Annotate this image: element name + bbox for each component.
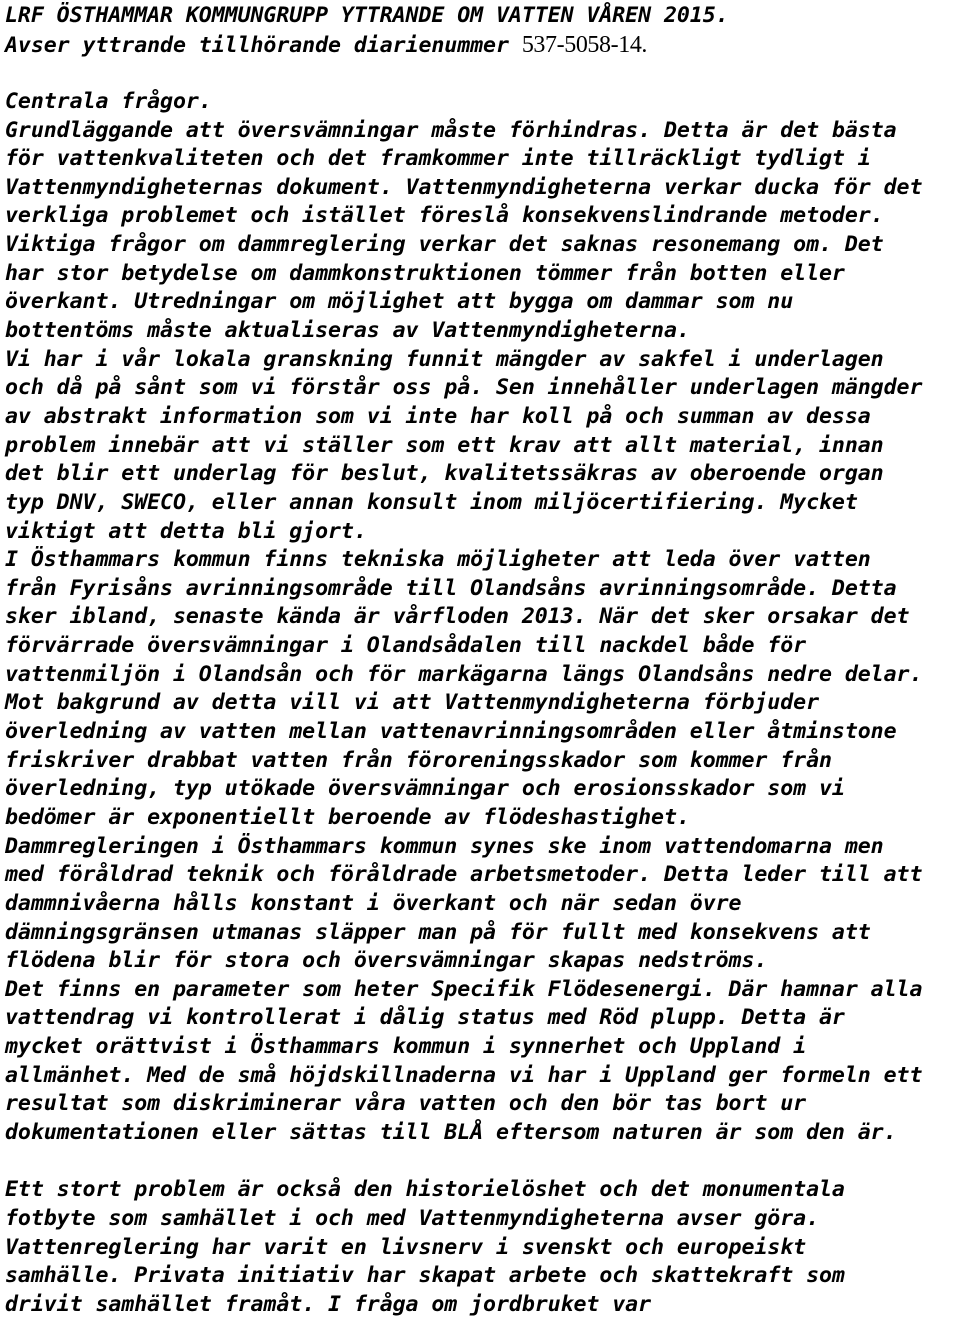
- spacer: [5, 1148, 957, 1177]
- text-line: Dammregleringen i Östhammars kommun synes ske inom vattendomarna men: [5, 833, 884, 859]
- text-line: samhälle. Privata initiativ har skapat arbete och skattekraft som: [5, 1263, 845, 1289]
- text-line: allmänhet. Med de små höjdskillnaderna vi har i Uppland ger formeln ett: [5, 1062, 923, 1088]
- text-line: resultat som diskriminerar våra vatten och den bör tas bort ur: [5, 1091, 807, 1117]
- text-line: sker ibland, senaste kända är vårfloden 2013. När det sker orsakar det: [5, 604, 910, 630]
- text-line: mycket orättvist i Östhammars kommun i synnerhet och Uppland i: [5, 1034, 807, 1060]
- text-line: överledning, typ utökade översvämningar och erosionsskador som vi: [5, 776, 845, 802]
- text-line: Vi har i vår lokala granskning funnit mängder av sakfel i underlagen: [5, 346, 884, 372]
- text-line: fotbyte som samhället i och med Vattenmyndigheterna avser göra.: [5, 1205, 819, 1231]
- text-line: av abstrakt information som vi inte har koll på och summan av dessa: [5, 403, 871, 429]
- text-line: Ett stort problem är också den historielöshet och det monumentala: [5, 1177, 845, 1203]
- text-line: dammnivåerna hålls konstant i överkant och när sedan övre: [5, 890, 742, 916]
- text-line: från Fyrisåns avrinningsområde till Olandsåns avrinningsområde. Detta: [5, 575, 897, 601]
- text-line: förvärrade översvämningar i Olandsådalen till nackdel både för: [5, 633, 807, 659]
- text-line: vattendrag vi kontrollerat i dålig status med Röd plupp. Detta är: [5, 1005, 845, 1031]
- text-line: överkant. Utredningar om möjlighet att bygga om dammar som nu: [5, 289, 794, 315]
- text-line: överledning av vatten mellan vattenavrinningsområden eller åtminstone: [5, 719, 897, 745]
- text-line: Centrala frågor.: [5, 88, 212, 114]
- text-line: flödena blir för stora och översvämningar skapas nedströms.: [5, 948, 768, 974]
- text-line: drivit samhället framåt. I fråga om jordbruket var: [5, 1291, 652, 1317]
- text-line: och då på sånt som vi förstår oss på. Sen innehåller underlagen mängder: [5, 375, 923, 401]
- text-line: verkliga problemet och istället föreslå konsekvenslindrande metoder.: [5, 203, 884, 229]
- reference-label: Avser yttrande tillhörande diarienummer: [5, 32, 522, 58]
- text-line: bottentöms måste aktualiseras av Vattenmyndigheterna.: [5, 318, 690, 344]
- text-line: Vattenreglering har varit en livsnerv i svenskt och europeiskt: [5, 1234, 807, 1260]
- body-text: [5, 88, 957, 1148]
- document-page: [5, 2, 957, 1319]
- spacer: [5, 59, 957, 88]
- text-line: bedömer är exponentiellt beroende av flödeshastighet.: [5, 804, 690, 830]
- text-line: för vattenkvaliteten och det framkommer inte tillräckligt tydligt i: [5, 146, 871, 172]
- text-line: problem innebär att vi ställer som ett krav att allt material, innan: [5, 432, 884, 458]
- text-line: vattenmiljön i Olandsån och för markägarna längs Olandsåns nedre delar.: [5, 661, 923, 687]
- text-line: viktigt att detta bli gjort.: [5, 518, 367, 544]
- document-title: LRF ÖSTHAMMAR KOMMUNGRUPP YTTRANDE OM VATTEN VÅREN 2015.: [5, 3, 729, 28]
- text-line: Grundläggande att översvämningar måste förhindras. Detta är det bästa: [5, 117, 897, 143]
- text-line: friskriver drabbat vatten från föroreningsskador som kommer från: [5, 747, 832, 773]
- text-line: har stor betydelse om dammkonstruktionen tömmer från botten eller: [5, 260, 845, 286]
- text-line: det blir ett underlag för beslut, kvalitetssäkras av oberoende organ: [5, 461, 884, 487]
- text-line: dämningsgränsen utmanas släpper man på för fullt med konsekvens att: [5, 919, 871, 945]
- reference-line: [5, 31, 957, 60]
- text-line: Det finns en parameter som heter Specifik Flödesenergi. Där hamnar alla: [5, 976, 923, 1002]
- text-line: med föråldrad teknik och föråldrade arbetsmetoder. Detta leder till att: [5, 862, 923, 888]
- text-line: dokumentationen eller sättas till BLÅ eftersom naturen är som den är.: [5, 1119, 897, 1145]
- text-line: Mot bakgrund av detta vill vi att Vattenmyndigheterna förbjuder: [5, 690, 819, 716]
- text-line: typ DNV, SWECO, eller annan konsult inom miljöcertifiering. Mycket: [5, 489, 858, 515]
- text-line: Vattenmyndigheternas dokument. Vattenmyndigheterna verkar ducka för det: [5, 174, 923, 200]
- reference-number: 537-5058-14.: [521, 31, 648, 58]
- closing-text: [5, 1176, 957, 1319]
- text-line: I Östhammars kommun finns tekniska möjligheter att leda över vatten: [5, 547, 871, 573]
- text-line: Viktiga frågor om dammreglering verkar det saknas resonemang om. Det: [5, 232, 884, 258]
